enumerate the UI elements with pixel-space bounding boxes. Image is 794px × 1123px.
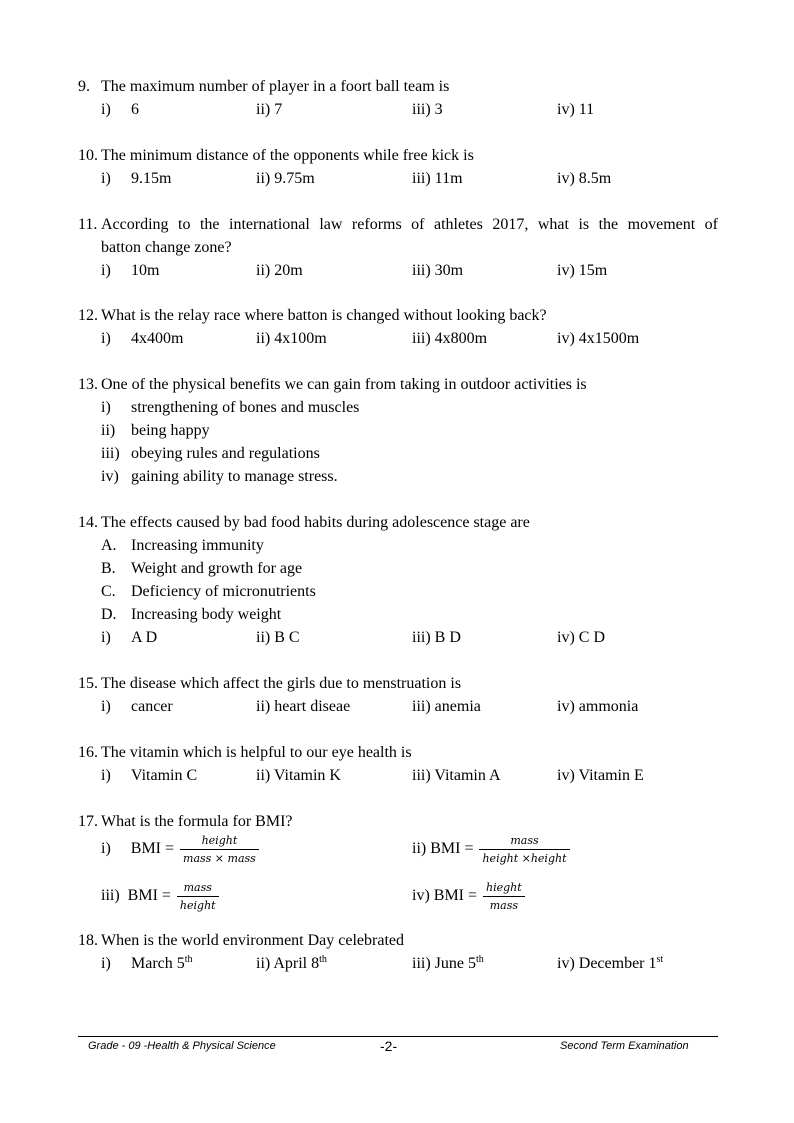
option-label: i) [101, 840, 111, 858]
question-14 [78, 511, 718, 649]
list-item-label: A. [101, 537, 117, 554]
list-item-label: iii) [101, 445, 120, 462]
list-item-text: Increasing immunity [131, 537, 264, 554]
question-text-line-2: batton change zone? [101, 239, 232, 256]
question-17 [78, 810, 718, 920]
option-4: iv) 4x1500m [557, 330, 640, 347]
options-row [78, 167, 718, 190]
question-11 [78, 213, 718, 282]
option-label: i) [101, 101, 111, 118]
fraction-numerator: hieght [483, 880, 525, 897]
formula-option-1 [101, 833, 259, 866]
options-row [78, 952, 718, 975]
option-text: ii) April 8 [256, 955, 320, 972]
option-4: iv) 11 [557, 101, 595, 118]
option-2 [256, 952, 327, 975]
option-label: i) [101, 955, 111, 972]
formula-lhs: BMI = [130, 840, 175, 858]
option-2: ii) 20m [256, 262, 303, 279]
list-item [78, 419, 718, 442]
formula-option-3 [101, 880, 219, 913]
option-1: Vitamin C [131, 767, 198, 784]
option-2: ii) 7 [256, 101, 283, 118]
list-item [78, 557, 718, 580]
question-number: 12. [78, 307, 98, 324]
option-1: A D [131, 629, 158, 646]
option-3: iii) 3 [412, 101, 443, 118]
fraction-denominator: height ×height [482, 852, 567, 865]
option-4: iv) 15m [557, 262, 608, 279]
option-3: iii) anemia [412, 698, 481, 715]
question-number: 13. [78, 376, 98, 393]
question-text: When is the world environment Day celebrated [101, 932, 404, 949]
option-4: iv) 8.5m [557, 170, 612, 187]
option-1 [131, 952, 193, 975]
formula-option-4 [412, 880, 525, 913]
options-row [78, 695, 718, 718]
fraction-denominator: mass × mass [183, 852, 256, 865]
option-2: ii) Vitamin K [256, 767, 341, 784]
question-number: 10. [78, 147, 98, 164]
list-item [78, 442, 718, 465]
option-text: iii) June 5 [412, 955, 476, 972]
question-10 [78, 144, 718, 190]
question-13 [78, 373, 718, 488]
formula-lhs: BMI = [127, 887, 171, 905]
option-3: iii) 30m [412, 262, 464, 279]
list-item [78, 603, 718, 626]
list-item-text: being happy [131, 422, 210, 439]
question-12 [78, 304, 718, 350]
option-4: iv) C D [557, 629, 605, 646]
option-2: ii) 9.75m [256, 170, 315, 187]
option-label: i) [101, 170, 111, 187]
list-item-label: C. [101, 583, 116, 600]
footer-subject: Grade - 09 -Health & Physical Science [88, 1040, 276, 1052]
options-row [78, 259, 718, 282]
list-item-text: Weight and growth for age [131, 560, 303, 577]
option-4: iv) ammonia [557, 698, 639, 715]
option-3: iii) 4x800m [412, 330, 488, 347]
question-9 [78, 75, 718, 121]
list-item-text: obeying rules and regulations [131, 445, 320, 462]
question-text: The effects caused by bad food habits during adolescence stage are [101, 514, 530, 531]
question-text: What is the relay race where batton is changed without looking back? [101, 307, 547, 324]
list-item [78, 396, 718, 419]
list-item-text: Increasing body weight [131, 606, 282, 623]
option-4: iv) Vitamin E [557, 767, 644, 784]
fraction [180, 833, 259, 866]
list-item-label: iv) [101, 468, 119, 485]
question-number: 14. [78, 514, 98, 531]
question-text: What is the formula for BMI? [101, 813, 293, 830]
list-item-text: Deficiency of micronutrients [131, 583, 316, 600]
list-item [78, 465, 718, 488]
question-number: 17. [78, 813, 98, 830]
question-number: 11. [78, 216, 98, 233]
ordinal-suffix: th [476, 954, 484, 965]
list-item [78, 534, 718, 557]
fraction-denominator: height [179, 899, 216, 912]
question-text: The disease which affect the girls due to menstruation is [101, 675, 462, 692]
page-number: -2- [380, 1038, 398, 1054]
question-number: 15. [78, 675, 98, 692]
options-row [78, 764, 718, 787]
option-label: iii) [101, 887, 120, 905]
option-text: iv) December 1 [557, 955, 657, 972]
list-item-text: strengthening of bones and muscles [131, 399, 360, 416]
fraction-numerator: mass [479, 833, 569, 850]
ordinal-suffix: th [319, 954, 327, 965]
question-number: 18. [78, 932, 98, 949]
formula-lhs: BMI = [433, 887, 478, 905]
question-text: The maximum number of player in a foort ball team is [101, 78, 450, 95]
options-row [78, 327, 718, 350]
list-item-label: B. [101, 560, 116, 577]
option-2: ii) heart diseae [256, 698, 351, 715]
fraction [177, 880, 219, 913]
option-label: i) [101, 262, 111, 279]
option-2: ii) 4x100m [256, 330, 327, 347]
formula-option-2 [412, 833, 570, 866]
fraction-numerator: height [180, 833, 259, 850]
option-4 [557, 952, 663, 975]
formula-lhs: BMI = [430, 840, 474, 858]
question-text-line-1: According to the international law reforms of athletes 2017, what is the movement of [101, 216, 718, 233]
option-label: i) [101, 330, 111, 347]
list-item [78, 580, 718, 603]
question-text: One of the physical benefits we can gain from taking in outdoor activities is [101, 376, 587, 393]
question-18 [78, 929, 718, 975]
fraction [483, 880, 525, 913]
option-1: 10m [131, 262, 160, 279]
ordinal-suffix: st [656, 954, 664, 965]
option-3: iii) Vitamin A [412, 767, 501, 784]
option-label: i) [101, 698, 111, 715]
option-1: 4x400m [131, 330, 184, 347]
options-row [78, 626, 718, 649]
ordinal-suffix: th [184, 954, 193, 965]
option-label: i) [101, 629, 111, 646]
footer-divider [78, 1036, 718, 1037]
option-2: ii) B C [256, 629, 300, 646]
option-3: iii) 11m [412, 170, 463, 187]
question-16 [78, 741, 718, 787]
footer-exam: Second Term Examination [560, 1040, 689, 1052]
option-label: i) [101, 767, 111, 784]
question-text: The vitamin which is helpful to our eye health is [101, 744, 412, 761]
fraction-numerator: mass [177, 880, 219, 897]
list-item-text: gaining ability to manage stress. [131, 468, 338, 485]
question-text: The minimum distance of the opponents while free kick is [101, 147, 474, 164]
fraction-denominator: mass [489, 899, 518, 912]
option-3 [412, 952, 484, 975]
option-3: iii) B D [412, 629, 461, 646]
question-number: 9. [78, 78, 90, 95]
option-label: ii) [412, 840, 427, 858]
options-row [78, 98, 718, 121]
list-item-label: ii) [101, 422, 116, 439]
list-item-label: D. [101, 606, 117, 623]
list-item-label: i) [101, 399, 111, 416]
fraction [479, 833, 569, 866]
option-1: 9.15m [131, 170, 172, 187]
option-1: 6 [131, 101, 139, 118]
question-15 [78, 672, 718, 718]
option-label: iv) [412, 887, 430, 905]
option-text: March 5 [131, 955, 185, 972]
option-1: cancer [131, 698, 173, 715]
question-number: 16. [78, 744, 98, 761]
